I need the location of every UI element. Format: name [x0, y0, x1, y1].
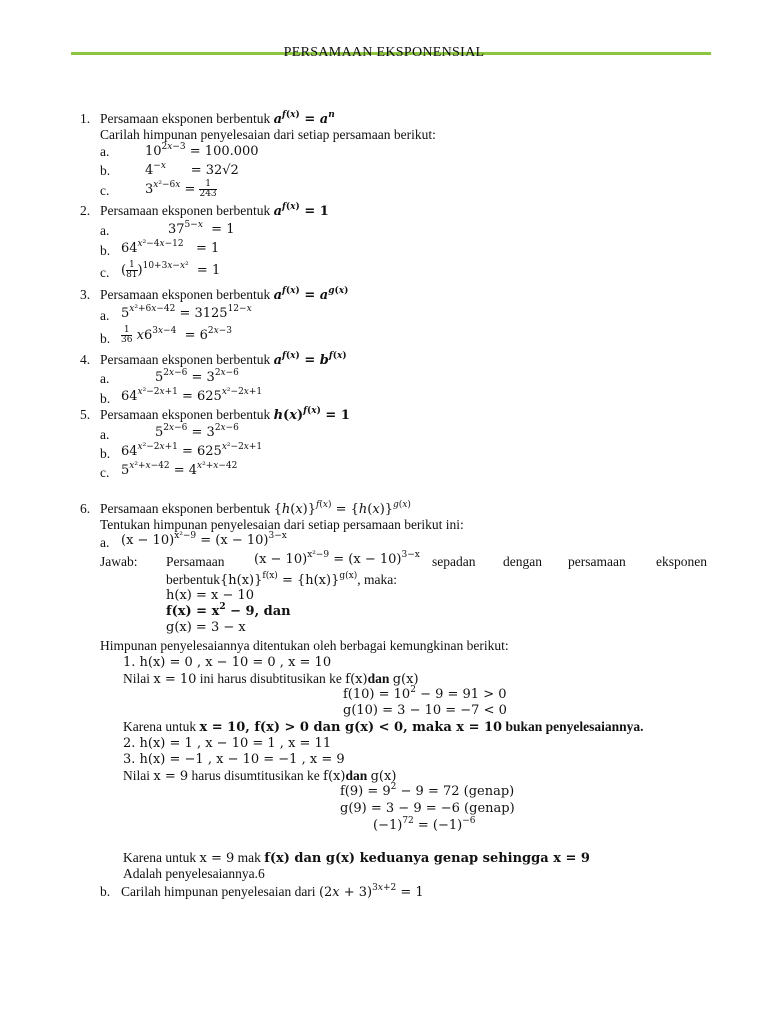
item-5c-label: c.: [100, 465, 110, 480]
item-6a-eq: $(x - 10)^{x^2-9} = (x - 10)^{3-x}$: [121, 531, 287, 548]
item-1a-eq: $10^{2x-3} = 100.000$: [145, 142, 259, 159]
section-5-heading: Persamaan eksponen berbentuk $h(x)^{f(x)} = 1$: [100, 406, 350, 423]
section-6-form: $\{h(x)\}^{f(x)} = \{h(x)\}^{g(x)}$: [273, 500, 411, 517]
item-2a-eq: $37^{5-x} = 1$: [168, 220, 235, 237]
case-1-note: Nilai x = 10 ini harus disubtitusikan ke f(x)dan g(x): [123, 671, 419, 687]
case-3-power: $(-1)^{72} = (-1)^{-6}$: [373, 816, 476, 833]
section-1-heading: Persamaan eksponen berbentuk $a^{f(x)} = a^n$: [100, 110, 335, 127]
item-4a-label: a.: [100, 371, 110, 386]
adalah-text: Adalah penyelesaiannya.6: [123, 866, 265, 881]
item-1b-label: b.: [100, 163, 111, 178]
item-5a-label: a.: [100, 427, 110, 442]
item-3b-label: b.: [100, 331, 111, 346]
section-2-heading: Persamaan eksponen berbentuk $a^{f(x)} = 1$: [100, 202, 329, 219]
item-2a-label: a.: [100, 223, 110, 238]
item-5c-eq: $5^{x^2+x-42} = 4^{x^2+x-42}$: [121, 461, 238, 478]
def-h: h(x) = x − 10: [166, 588, 255, 603]
item-6b-text: Carilah himpunan penyelesaian dari $(2x + 3)^{3x+2} = 1$: [121, 883, 424, 900]
item-2c-eq: ( $\frac{1}{81}$ )$^{10+3x-x^2}$ = 1: [121, 260, 221, 280]
section-6-heading: Persamaan eksponen berbentuk $\{h(x)\}^{f(x)} = \{h(x)\}^{g(x)}$: [100, 500, 411, 517]
page-title: PERSAMAAN EKSPONENSIAL: [283, 45, 485, 60]
section-4-heading: Persamaan eksponen berbentuk $a^{f(x)} = b^{f(x)}$: [100, 351, 347, 368]
case-2: 2. h(x) = 1 , x − 10 = 1 , x = 11: [123, 736, 332, 751]
item-2b-eq: $64^{x^2-4x-12} = 1$: [121, 239, 220, 256]
case-1-g: g(10) = 3 − 10 = −7 < 0: [343, 703, 507, 718]
jawab-dengan: dengan: [503, 554, 542, 569]
case-1-f: $f(10) = 10^2 - 9 = 91 > 0$: [343, 685, 507, 702]
himpunan-text: Himpunan penyelesaiannya ditentukan oleh berbagai kemungkinan berikut:: [100, 638, 509, 653]
item-6b-label: b.: [100, 884, 111, 899]
section-2-number: 2.: [80, 203, 91, 218]
jawab-label: Jawab:: [100, 554, 138, 569]
item-4b-label: b.: [100, 391, 111, 406]
case-3-g: g(9) = 3 − 9 = −6 (genap): [340, 801, 515, 816]
item-1a-label: a.: [100, 144, 110, 159]
item-6a-label: a.: [100, 535, 110, 550]
jawab-persamaan: persamaan: [568, 554, 626, 569]
section-4-number: 4.: [80, 352, 91, 367]
def-f: $f(x) = x^2 - 9$, dan: [166, 602, 291, 619]
item-2b-label: b.: [100, 243, 111, 258]
section-1-number: 1.: [80, 111, 91, 126]
jawab-sepadan: sepadan: [432, 554, 476, 569]
item-1c-label: c.: [100, 183, 110, 198]
item-1c-eq: $3^{x^2-6x}$ = $\frac{1}{243}$: [145, 179, 217, 199]
section-1-form: $a^{f(x)} = a^n$: [273, 110, 335, 127]
def-g: g(x) = 3 − x: [166, 620, 246, 635]
jawab-eq: $(x - 10)^{x^2-9} = (x - 10)^{3-x}$: [254, 550, 420, 567]
item-3a-eq: $5^{x^2+6x-42} = 3125^{12-x}$: [121, 304, 252, 321]
section-6-number: 6.: [80, 501, 91, 516]
jawab-word: Persamaan: [166, 554, 225, 569]
case-3-note: Nilai x = 9 harus disumtitusikan ke f(x)dan g(x): [123, 768, 397, 784]
item-2c-label: c.: [100, 265, 110, 280]
item-3b-eq: $\frac{1}{36}$ $x6^{3x-4} = 6^{2x-3}$: [121, 325, 232, 345]
case-3-f: $f(9) = 9^2 - 9 = 72$ (genap): [340, 782, 515, 799]
case-3-conclusion: Karena untuk x = 9 mak f(x) dan g(x) keduanya genap sehingga x = 9: [123, 850, 590, 866]
section-1-instruction: Carilah himpunan penyelesaian dari setiap persamaan berikut:: [100, 127, 436, 142]
case-1-conclusion: Karena untuk x = 10, f(x) > 0 dan g(x) < 0, maka x = 10 bukan penyelesaiannya.: [123, 719, 644, 735]
berbentuk-line: $berbentuk\{h(x)\}^{f(x)} = \{h(x)\}^{g(x)}$, maka:: [166, 571, 397, 588]
section-6-instruction: Tentukan himpunan penyelesaian dari setiap persamaan berikut ini:: [100, 517, 464, 532]
item-5b-label: b.: [100, 446, 111, 461]
item-4a-eq: $5^{2x-6} = 3^{2x-6}$: [155, 368, 239, 385]
item-5b-eq: $64^{x^2-2x+1} = 625^{x^2-2x+1}$: [121, 442, 263, 459]
jawab-eksponen: eksponen: [656, 554, 707, 569]
case-1: 1. h(x) = 0 , x − 10 = 0 , x = 10: [123, 655, 332, 670]
item-6b-eq: $(2x + 3)^{3x+2} = 1$: [318, 883, 424, 900]
item-5a-eq: $5^{2x-6} = 3^{2x-6}$: [155, 423, 239, 440]
section-3-heading: Persamaan eksponen berbentuk $a^{f(x)} = a^{g(x)}$: [100, 286, 349, 303]
section-3-form: $a^{f(x)} = a^{g(x)}$: [273, 286, 349, 303]
section-4-form: $a^{f(x)} = b^{f(x)}$: [273, 351, 347, 368]
item-4b-eq: $64^{x^2-2x+1} = 625^{x^2-2x+1}$: [121, 387, 263, 404]
item-3a-label: a.: [100, 308, 110, 323]
case-3: 3. h(x) = −1 , x − 10 = −1 , x = 9: [123, 752, 345, 767]
section-3-number: 3.: [80, 287, 91, 302]
section-5-number: 5.: [80, 407, 91, 422]
section-2-form: $a^{f(x)} = 1$: [273, 202, 329, 219]
item-1b-eq: $4^{-x}$ = 32√2: [145, 161, 239, 178]
section-5-form: $h(x)^{f(x)} = 1$: [273, 406, 350, 423]
